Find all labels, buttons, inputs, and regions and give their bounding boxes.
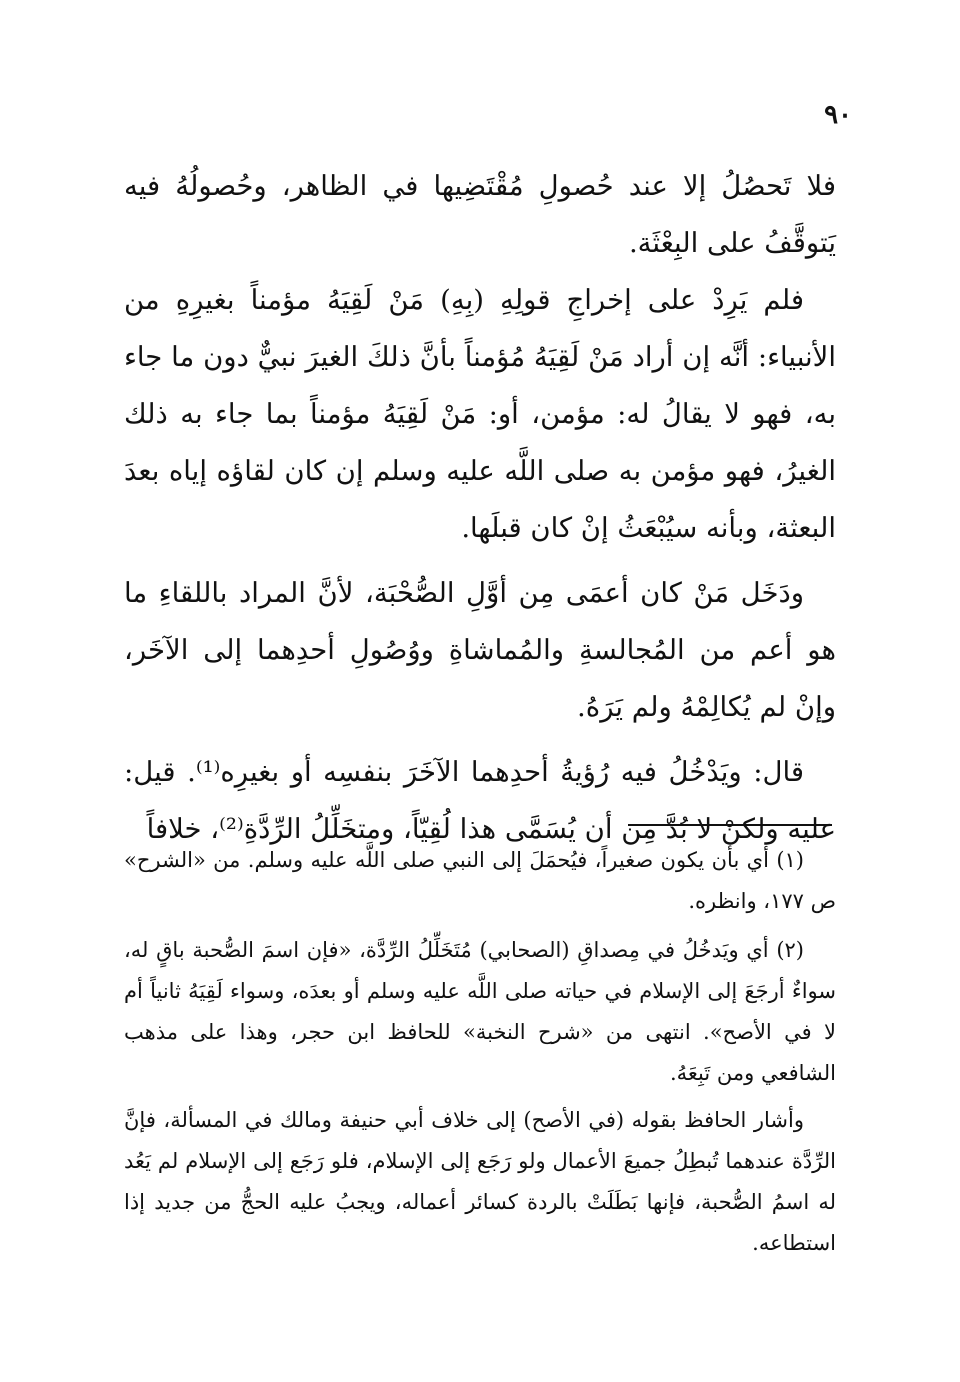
paragraph: فلم يَرِدْ على إخراجِ قولِهِ (بِهِ) مَنْ لَقِيَهُ مؤمناً بغيرِهِ من الأنبياء: أنَّه إن أراد مَنْ لَقِيَهُ مُؤمناً بأنَّ ذلكَ الغيرَ نبيٌّ دون ما جاء به، فهو لا يقالُ له: مؤمن، أو: مَنْ لَقِيَهُ مؤمناً بما جاء به ذلك الغيرُ، فهو مؤمن به صلى اللَّه عليه وسلم إن كان لقاؤه إياه بعدَ البعثة، وبأنه سيُبْعَثُ إنْ كان قبلَها. <box>124 284 836 544</box>
page-number: ٩٠ <box>824 100 852 130</box>
footnote-separator <box>628 824 832 826</box>
footnote-2: (٢) أي ويَدخُلُ في مِصداقِ (الصحابي) مُتَخَلِّلُ الرِّدَّة، «فإن اسمَ الصُّحبة باقٍ له، سواءٌ أرجَعَ إلى الإسلام في حياته صلى اللَّه عليه وسلم أو بعدَه، وسواء لَقِيَهُ ثانياً أم لا في الأصح». انتهى من «شرح النخبة» للحافظ ابن حجر، وهذا على مذهب الشافعي ومن تَبِعَهُ. <box>124 938 836 1085</box>
paragraph: قال: ويَدْخُلُ فيه رُؤيةُ أحدِهما الآخَرَ بنفسِه أو بغيرِه⁽¹⁾. قيل: عليه ولكنْ لا بُدَّ مِن أن يُسَمَّى هذا لُقِيّاً، ومتخَلِّلُ الرِّدَّةِ⁽²⁾، خلافاً <box>124 756 836 845</box>
paragraph: ودَخَل مَنْ كان أعمَى مِن أوَّلِ الصُّحْبَة، لأنَّ المراد باللقاءِ ما هو أعم من المُجالسةِ والمُماشاةِ ووُصُولِ أحدِهما إلى الآخَر، وإنْ لم يُكالِمْهُ ولم يَرَهُ. <box>124 577 836 723</box>
main-text <box>124 158 836 858</box>
footnotes <box>124 840 836 1264</box>
paragraph: فلا تَحصُلُ إلا عند حُصولِ مُقْتَضِيها في الظاهر، وحُصولُهُ فيه يَتوقَّفُ على البِعْثَة. <box>124 170 836 259</box>
footnote-1: (١) أي بأن يكون صغيراً، فيُحمَلَ إلى النبي صلى اللَّه عليه وسلم. من «الشرح» ص ١٧٧، وانظره. <box>124 848 836 913</box>
footnote-2-continuation: وأشار الحافظ بقوله (في الأصح) إلى خلاف أبي حنيفة ومالك في المسألة، فإنَّ الرِّدَّة عندهما تُبطِلُ جميعَ الأعمال ولو رَجَع إلى الإسلام، فلو رَجَع إلى الإسلام لم يَعُد له اسمُ الصُّحبة، فإنها بَطَلَتْ بالردة كسائر أعماله، ويجبُ عليه الحجُّ من جديد إذا استطاعه. <box>124 1108 836 1255</box>
